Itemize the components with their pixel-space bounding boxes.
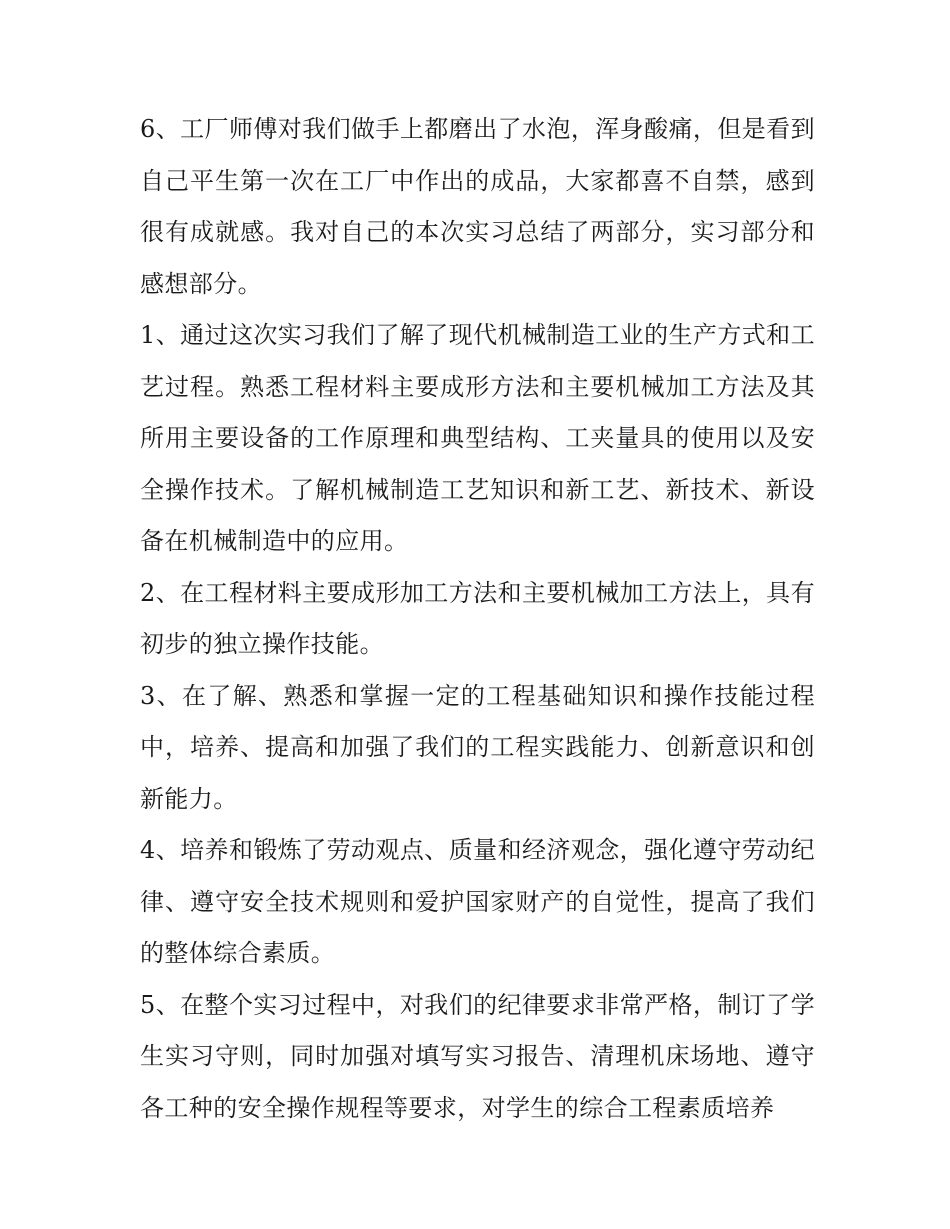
paragraph-item-1: 1、通过这次实习我们了解了现代机械制造工业的生产方式和工艺过程。熟悉工程材料主要成形方法和主要机械加工方法及其所用主要设备的工作原理和典型结构、工夹量具的使用以及安全操作技术。了解机械制造工艺知识和新工艺、新技术、新设备在机械制造中的应用。 — [140, 321, 815, 555]
paragraph-6-intro: 6、工厂师傅对我们做手上都磨出了水泡，浑身酸痛，但是看到自己平生第一次在工厂中作出的成品，大家都喜不自禁，感到很有成就感。我对自己的本次实习总结了两部分，实习部分和感想部分。 — [140, 115, 815, 298]
paragraph-item-2: 2、在工程材料主要成形加工方法和主要机械加工方法上，具有初步的独立操作技能。 — [140, 578, 815, 658]
paragraph-item-4: 4、培养和锻炼了劳动观点、质量和经济观念，强化遵守劳动纪律、遵守安全技术规则和爱护国家财产的自觉性，提高了我们的整体综合素质。 — [140, 836, 815, 967]
document-body — [140, 104, 815, 1134]
paragraph-item-5: 5、在整个实习过程中，对我们的纪律要求非常严格，制订了学生实习守则，同时加强对填写实习报告、清理机床场地、遵守各工种的安全操作规程等要求，对学生的综合工程素质培养 — [140, 990, 815, 1122]
paragraph-item-3: 3、在了解、熟悉和掌握一定的工程基础知识和操作技能过程中，培养、提高和加强了我们的工程实践能力、创新意识和创新能力。 — [140, 681, 815, 813]
